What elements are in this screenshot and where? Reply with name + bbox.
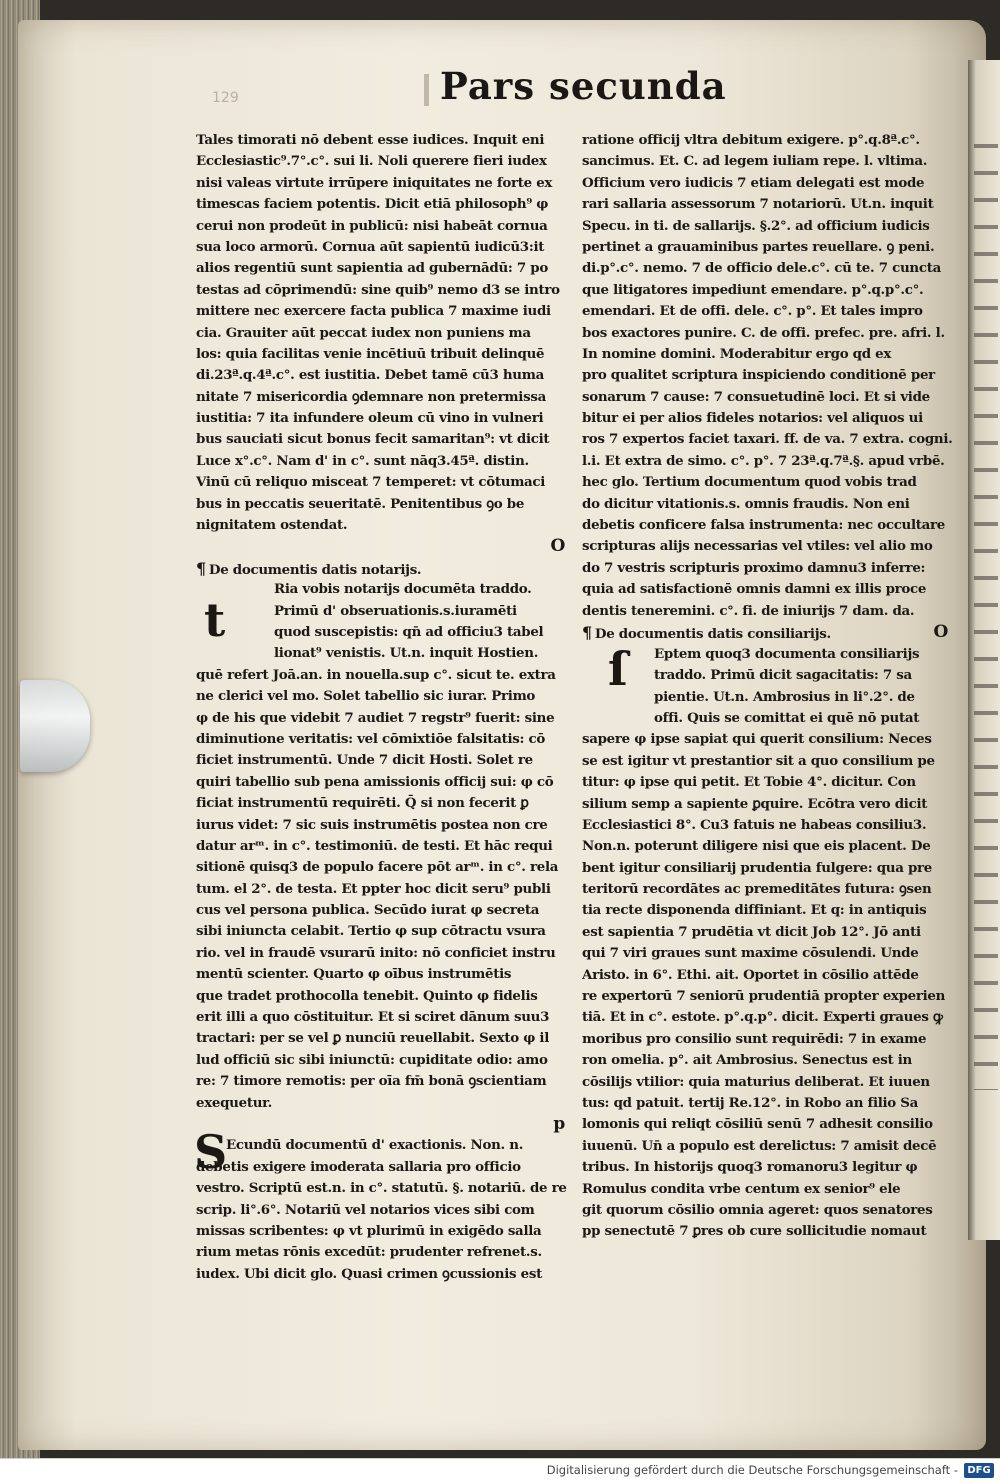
- text-line: quia ad satisfactionē omnis damni ex illis proce: [582, 581, 927, 598]
- text-line: lomonis qui reliqt cōsiliū senū 7 adhesit consilio: [582, 1116, 933, 1133]
- text-line: iustitia: 7 ita infundere oleum cū vino in vulneri: [196, 410, 544, 427]
- text-line: rium metas rōnis excedūt: prudenter refrenet.s.: [196, 1244, 542, 1261]
- initial-block: [194, 1125, 571, 1285]
- text-line: bus in peccatis seueritatē. Penitentibus ꝯo be: [196, 495, 525, 512]
- text-line: tus: qd patuit. tertij Re.12°. in Robo an filio Sa: [582, 1094, 919, 1111]
- text-line: silium semp a sapiente ꝑquire. Ecōtra vero dicit: [582, 795, 928, 812]
- text-line: erit illi a quo cōstituitur. Et si sciret dānum suu3: [196, 1009, 550, 1026]
- text-line: sitionē quisq3 de populo facere pōt arᵐ. in c°. rela: [196, 859, 559, 876]
- text-line: nitate 7 misericordia ꝯdemnare non pretermissa: [196, 388, 546, 405]
- funding-credit: Digitalisierung gefördert durch die Deutsche Forschungsgemeinschaft -: [546, 1463, 958, 1477]
- initial-space-marker: t: [204, 593, 225, 648]
- text-line: Ecclesiastici 8°. Cu3 fatuis ne habeas consiliu3.: [582, 816, 927, 833]
- text-line: do dicitur vitationis.s. omnis fraudis. Non eni: [582, 495, 910, 512]
- text-line: quiri tabellio sub pena amissionis officij sui: φ cō: [196, 773, 554, 790]
- text-line: pp senectutē 7 ꝑres ob cure sollicitudie nomaut: [582, 1223, 927, 1240]
- text-line: Ecundū documentū d' exactionis. Non. n.: [226, 1137, 524, 1154]
- text-line: rio. vel in fraudē vsurarū inito: nō conficiet instru: [196, 944, 556, 961]
- text-line: ficiet instrumentū. Unde 7 dicit Hosti. Solet re: [196, 752, 533, 769]
- text-line: iuuenū. Un̄ a populo est derelictus: 7 amisit decē: [582, 1137, 937, 1154]
- footer-bar: [0, 1458, 1000, 1483]
- text-line: offi. Quis se comittat ei quē nō putat: [654, 709, 920, 726]
- text-line: Ecclesiastic⁹.7°.c°. sui li. Noli querere fieri iudex: [196, 153, 547, 170]
- guide-letter: O: [933, 622, 948, 643]
- text-line: missas scribentes: φ vt plurimū in exigēdo salla: [196, 1222, 542, 1239]
- text-line: sua loco armorū. Cornua aūt sapientū iudicū3:it: [196, 238, 545, 255]
- guide-letter: O: [550, 536, 565, 557]
- dfg-logo: DFG: [964, 1463, 994, 1478]
- text-line: nisi valeas virtute irrūpere iniquitates ne forte ex: [196, 174, 553, 191]
- text-line: emendari. Et de offi. dele. c°. p°. Et tales impro: [582, 303, 923, 320]
- text-line: mentū scienter. Quarto φ oībus instrumētis: [196, 966, 512, 983]
- text-line: bent igitur consiliarij prudentia fulgere: qua pre: [582, 859, 932, 876]
- text-line: Aristo. in 6°. Ethi. ait. Oportet in cōsilio attēde: [582, 966, 919, 983]
- text-line: cia. Grauiter aūt peccat iudex non puniens ma: [196, 324, 531, 341]
- pilcrow-icon: ¶: [196, 558, 206, 578]
- text-line: git quorum cōsilio omnia ageret: quos senatores: [582, 1201, 933, 1218]
- pilcrow-icon: ¶: [582, 622, 592, 642]
- text-line: ros 7 expertos faciet taxari. ff. de va. 7 extra. cogni.: [582, 431, 953, 448]
- text-line: nignitatem ostendat.: [196, 517, 348, 534]
- left-section-notaries: [196, 579, 571, 1114]
- text-line: tiā. Et in c°. estote. p°.q.p°. dicit. Experti graues ꝙ: [582, 1009, 943, 1026]
- text-line: que litigatores impediunt emendare. p°.q.p°.c°.: [582, 281, 924, 298]
- text-line: qui 7 viri graues sunt maxime cōsulendi. Unde: [582, 945, 919, 962]
- text-line: ron omelia. p°. ait Ambrosius. Senectus est in: [582, 1052, 912, 1069]
- text-line: quē refert Joā.an. in nouella.sup c°. sicut te. extra: [196, 666, 556, 683]
- text-line: se est igitur vt prestantior sit a quo consilium pe: [582, 752, 935, 769]
- text-line: moribus pro consilio sunt requirēdi: 7 in exame: [582, 1030, 927, 1047]
- text-line: titur: φ ipse qui petit. Et Tobie 4°. dicitur. Con: [582, 774, 916, 791]
- text-line: pientie. Ut.n. Ambrosius in li°.2°. de: [654, 688, 915, 705]
- text-line: bitur ei per alios fideles notarios: vel aliquos ui: [582, 410, 923, 427]
- text-line: testas ad cōprimendū: sine quib⁹ nemo d3 se intro: [196, 281, 560, 298]
- text-line: diminutione veritatis: vel cōmixtiōe falsitatis: cō: [196, 730, 545, 747]
- text-line: Eptem quoq3 documenta consiliarijs: [654, 645, 920, 662]
- text-line: mittere nec exercere facta publica 7 maxime iudi: [196, 303, 551, 320]
- guide-letter: p: [553, 1113, 565, 1134]
- text-line: teritorū recordātes ac premeditātes futura: ꝯsen: [582, 881, 932, 898]
- text-line: cōsilijs vtilior: quia maturius deliberat. Et iuuen: [582, 1073, 930, 1090]
- initial-space-marker: ſ: [608, 641, 628, 696]
- text-line: Ria vobis notarijs documēta traddo.: [274, 581, 532, 598]
- text-line: l.i. Et extra de simo. c°. p°. 7 23ª.q.7ª.§. apud vrbē.: [582, 452, 945, 469]
- text-line: debetis exigere imoderata sallaria pro officio: [196, 1158, 521, 1175]
- text-line: timescas faciem potentis. Dicit etiā philosoph⁹ φ: [196, 196, 549, 213]
- text-line: sonarum 7 cause: 7 consuetudinē loci. Et si vide: [582, 388, 930, 405]
- text-line: alios regentiū sunt sapientia ad gubernādū: 7 po: [196, 260, 548, 277]
- text-line: quod suscepistis: qn̄ ad officiu3 tabel: [274, 623, 544, 640]
- text-line: lionat⁹ venistis. Ut.n. inquit Hostien.: [274, 645, 539, 662]
- running-head: Pars secunda: [440, 64, 727, 108]
- text-line: lud officiū sic sibi iniunctū: cupiditate odio: amo: [196, 1051, 548, 1068]
- initial-capital-s: S: [194, 1125, 227, 1180]
- left-column: [196, 130, 571, 1285]
- text-line: iurus videt: 7 sic suis instrumētis postea non cre: [196, 816, 548, 833]
- text-line: Specu. in ti. de sallarijs. §.2°. ad officium iudicis: [582, 217, 930, 234]
- text-line: iudex. Ubi dicit glo. Quasi crimen ꝯcussionis est: [196, 1265, 542, 1282]
- section-heading: ¶ De documentis datis consiliarijs.: [582, 622, 831, 642]
- text-line: exequetur.: [196, 1094, 273, 1111]
- text-line: vestro. Scriptū est.n. in c°. statutū. §. notariū. de re: [196, 1180, 567, 1197]
- text-line: Tales timorati nō debent esse iudices. Inquit eni: [196, 132, 545, 148]
- right-section-counsellors: [582, 641, 954, 1243]
- text-line: Non.n. poterunt diligere nisi que eis placent. De: [582, 838, 931, 855]
- text-line: los: quia facilitas venie incētiuū tribuit delinquē: [196, 345, 545, 362]
- text-line: Luce x°.c°. Nam d' in c°. sunt nāq3.45ª. distin.: [196, 452, 529, 469]
- text-line: rari sallaria assessorum 7 notariorū. Ut.n. inquit: [582, 196, 934, 213]
- text-line: Primū d' obseruationis.s.iuramēti: [274, 602, 517, 619]
- text-line: tractari: per se vel ꝑ nunciū reuellabit. Sexto φ il: [196, 1030, 549, 1047]
- text-line: scripturas alijs necessarias vel vtiles: vel alio mo: [582, 538, 933, 555]
- initial-block: [582, 641, 954, 1243]
- text-line: do 7 vestris scripturis proximo damnu3 inferre:: [582, 559, 926, 576]
- text-line: Vinū cū reliquo misceat 7 temperet: vt cōtumaci: [196, 474, 546, 491]
- page-clip: [20, 680, 90, 772]
- text-line: bus sauciati sicut bonus fecit samaritan⁹: vt dicit: [196, 431, 550, 448]
- text-line: cerui non prodeūt in publicū: nisi habeāt cornua: [196, 217, 548, 234]
- text-line: sapere φ ipse sapiat qui querit consilium: Neces: [582, 731, 932, 748]
- text-line: Officium vero iudicis 7 etiam delegati est mode: [582, 174, 925, 191]
- text-line: ficiat instrumentū requirēti. Q̄ si non fecerit ꝑ: [196, 795, 529, 812]
- text-line: cus vel persona publica. Secūdo iurat φ secreta: [196, 902, 540, 919]
- text-line: In nomine domini. Moderabitur ergo qd ex: [582, 345, 892, 362]
- text-line: hec glo. Tertium documentum quod vobis trad: [582, 474, 917, 491]
- text-line: datur arᵐ. in c°. testimoniū. de testi. Et hāc requi: [196, 837, 553, 854]
- text-line: sancimus. Et. C. ad legem iuliam repe. l. vltima.: [582, 153, 928, 170]
- text-line: re expertorū 7 seniorū prudentiā propter experien: [582, 988, 946, 1005]
- text-line: tum. el 2°. de testa. Et ppter hoc dicit seru⁹ publi: [196, 880, 551, 897]
- left-section-exaction: [196, 1135, 571, 1285]
- text-line: di.23ª.q.4ª.c°. est iustitia. Debet tamē cū3 huma: [196, 367, 544, 384]
- initial-block: [196, 579, 571, 1114]
- text-line: φ de his que videbit 7 audiet 7 regstr⁹ fuerit: sine: [196, 709, 555, 726]
- text-line: dentis teneremini. c°. fi. de iniurijs 7 dam. da.: [582, 602, 915, 619]
- right-column: [582, 130, 954, 1243]
- text-line: ne clerici vel mo. Solet tabellio sic iurar. Primo: [196, 688, 536, 705]
- next-page-text-fragment: [974, 130, 998, 1090]
- left-main-text: [196, 130, 571, 536]
- text-line: scrip. li°.6°. Notariū vel notarios vices sibi com: [196, 1201, 535, 1218]
- text-line: traddo. Primū dicit sagacitatis: 7 sa: [654, 667, 912, 684]
- text-line: ratione officij vltra debitum exigere. p°.q.8ª.c°.: [582, 132, 920, 148]
- text-line: sibi iniuncta celabit. Tertio φ sup cōtractu vsura: [196, 923, 546, 940]
- folio-number: 129: [212, 90, 239, 106]
- text-line: tia recte disponenda diffiniant. Et q: in antiquis: [582, 902, 927, 919]
- text-line: est sapientia 7 prudētia vt dicit Job 12°. Jō anti: [582, 923, 921, 940]
- text-line: re: 7 timore remotis: per oīa fm̄ bonā ꝯscientiam: [196, 1073, 547, 1090]
- text-line: que tradet prothocolla tenebit. Quinto φ fidelis: [196, 987, 538, 1004]
- section-heading: ¶ De documentis datis notarijs.: [196, 558, 422, 578]
- right-main-text: [582, 130, 954, 622]
- text-line: pro qualitet scriptura inspiciendo conditionē per: [582, 367, 935, 384]
- text-line: di.p°.c°. nemo. 7 de officio dele.c°. cū te. 7 cuncta: [582, 260, 941, 277]
- text-line: pertinet a grauaminibus partes reuellare. ꝯ peni.: [582, 238, 935, 255]
- text-line: Romulus condita vrbe centum ex senior⁹ ele: [582, 1180, 901, 1197]
- text-line: tribus. In historijs quoq3 romanoru3 legitur φ: [582, 1159, 918, 1176]
- text-line: debetis conficere falsa instrumenta: nec occultare: [582, 517, 946, 534]
- text-line: bos exactores punire. C. de offi. prefec. pre. afri. l.: [582, 324, 945, 341]
